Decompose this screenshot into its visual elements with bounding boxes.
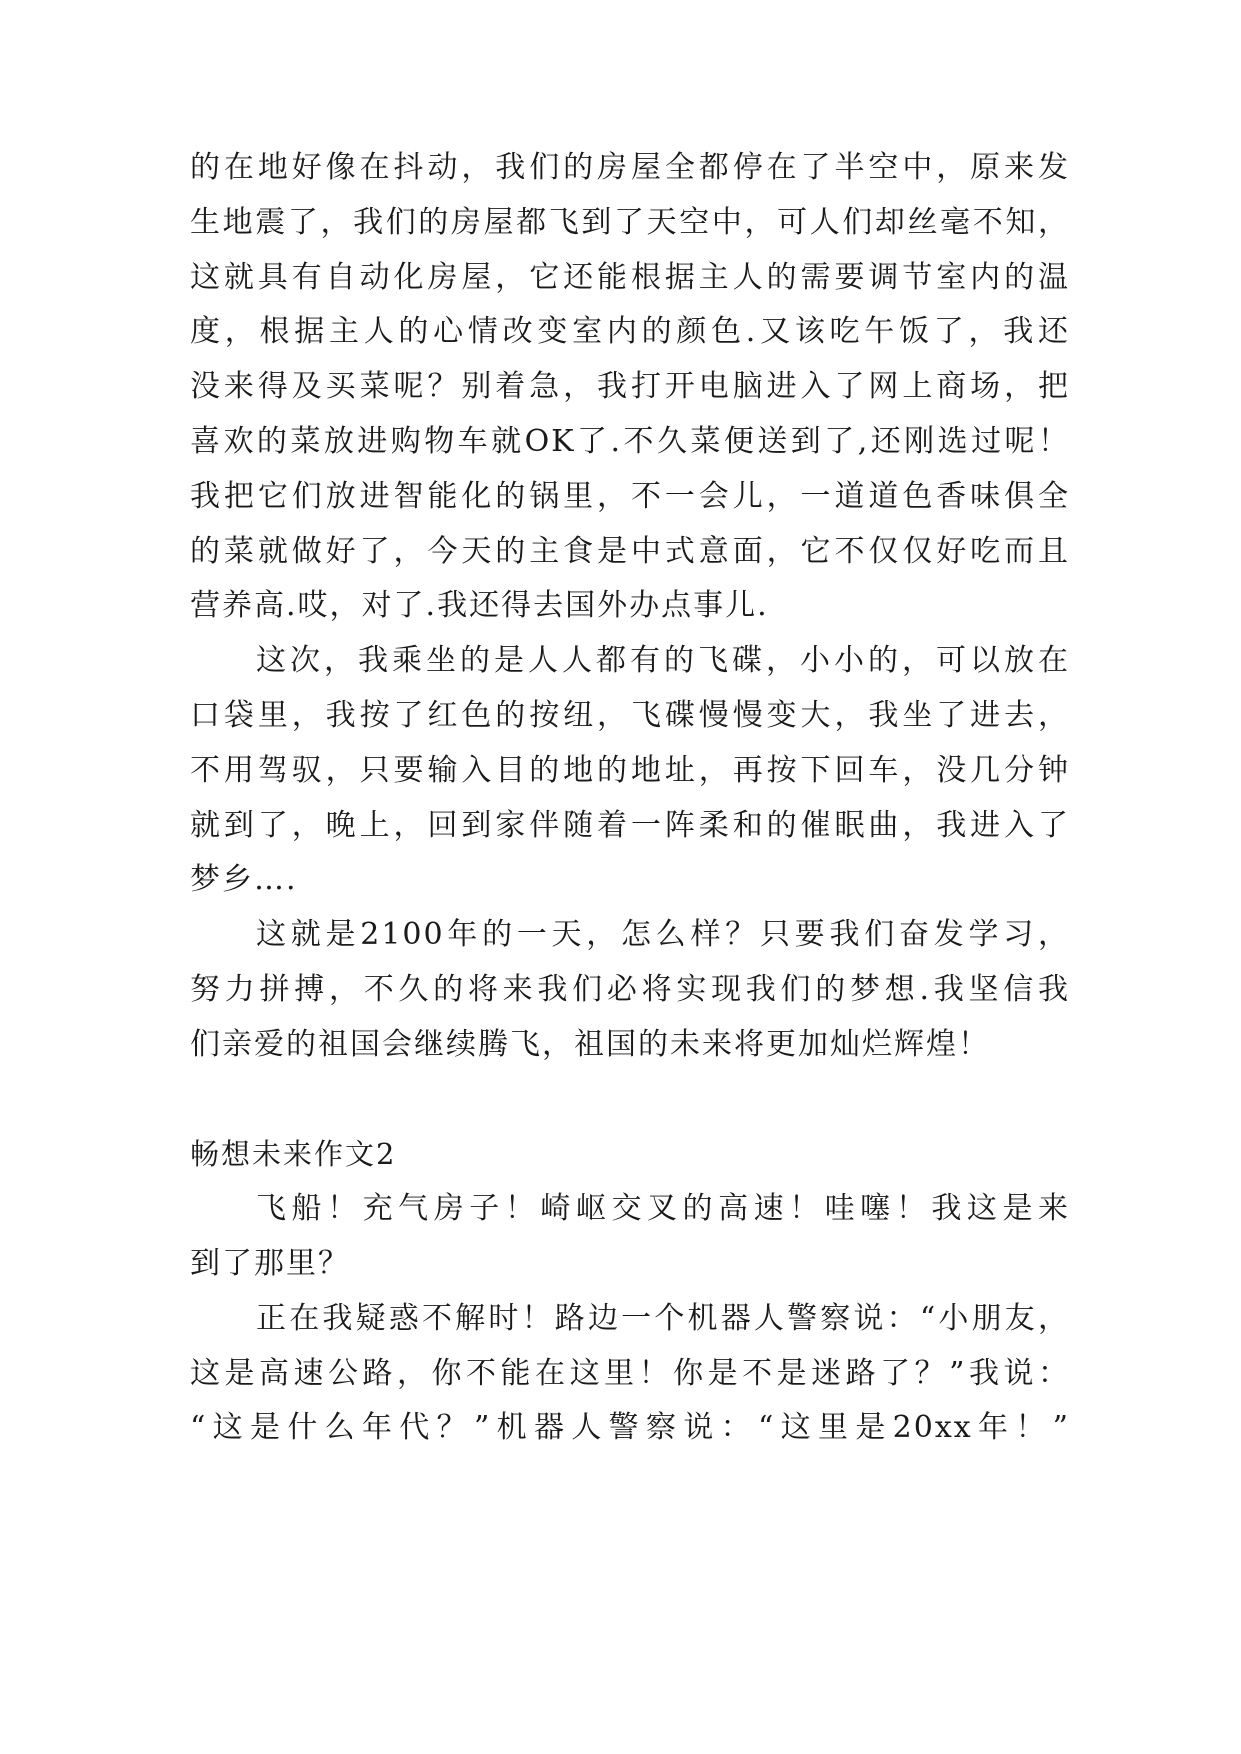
text-line: 这是高速公路，你不能在这里！你是不是迷路了？”我说：: [190, 1356, 1070, 1391]
text-line: 生地震了，我们的房屋都飞到了天空中，可人们却丝毫不知，: [190, 205, 1070, 240]
text-line: 没来得及买菜呢？别着急，我打开电脑进入了网上商场，把: [190, 369, 1070, 404]
text-line: 不用驾驭，只要输入目的地的地址，再按下回车，没几分钟: [190, 753, 1070, 788]
text-line: 我把它们放进智能化的锅里，不一会儿，一道道色香味俱全: [190, 479, 1070, 514]
section-heading: 畅想未来作文2: [190, 1137, 397, 1171]
text-line: 度，根据主人的心情改变室内的颜色.又该吃午饭了，我还: [190, 314, 1070, 349]
text-line: 到了那里？: [190, 1246, 350, 1281]
text-line: 飞船！充气房子！崎岖交叉的高速！哇噻！我这是来: [256, 1191, 1070, 1226]
text-line: 正在我疑惑不解时！路边一个机器人警察说：“小朋友，: [256, 1301, 1070, 1336]
text-line: “这是什么年代？”机器人警察说：“这里是20xx年！”: [190, 1410, 1070, 1445]
text-line: 的菜就做好了，今天的主食是中式意面，它不仅仅好吃而且: [190, 534, 1070, 569]
text-line: 的在地好像在抖动，我们的房屋全都停在了半空中，原来发: [190, 150, 1070, 185]
text-line: 口袋里，我按了红色的按纽，飞碟慢慢变大，我坐了进去，: [190, 698, 1070, 733]
text-line: 梦乡….: [190, 862, 298, 897]
text-line: 营养高.哎，对了.我还得去国外办点事儿.: [190, 588, 769, 623]
text-line: 这就是2100年的一天，怎么样？只要我们奋发学习，: [256, 917, 1070, 952]
text-line: 们亲爱的祖国会继续腾飞，祖国的未来将更加灿烂辉煌！: [190, 1027, 990, 1062]
text-line: 努力拼搏，不久的将来我们必将实现我们的梦想.我坚信我: [190, 972, 1070, 1007]
text-line: 这就具有自动化房屋，它还能根据主人的需要调节室内的温: [190, 260, 1070, 295]
text-line: 就到了，晚上，回到家伴随着一阵柔和的催眠曲，我进入了: [190, 808, 1070, 843]
text-line: 这次，我乘坐的是人人都有的飞碟，小小的，可以放在: [256, 643, 1070, 678]
text-line: 喜欢的菜放进购物车就OK了.不久菜便送到了,还刚选过呢！: [190, 424, 1070, 459]
